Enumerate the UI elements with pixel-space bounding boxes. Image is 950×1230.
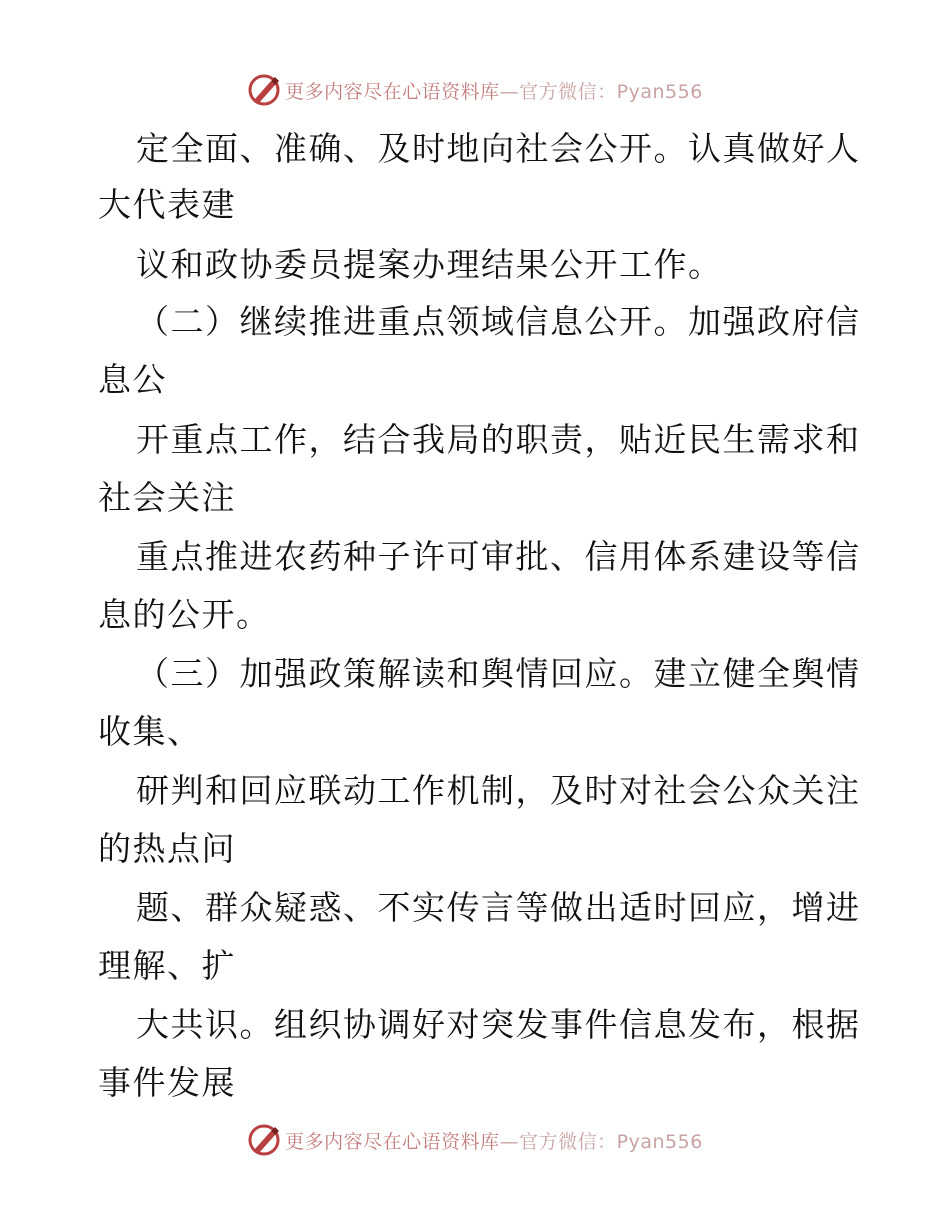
text-line: 大共识。组织协调好对突发事件信息发布，根据	[136, 1005, 861, 1044]
text-line: 重点推进农药种子许可审批、信用体系建设等信	[136, 537, 861, 576]
pen-logo-icon	[247, 1123, 281, 1157]
text-line: （三）加强政策解读和舆情回应。建立健全舆情	[136, 654, 861, 693]
text-line: 社会关注	[98, 478, 236, 517]
text-line: 大代表建	[98, 185, 236, 224]
text-line: 收集、	[98, 712, 202, 751]
pen-logo-icon	[247, 73, 281, 107]
text-line: （二）继续推进重点领域信息公开。加强政府信	[136, 302, 861, 341]
text-line: 题、群众疑惑、不实传言等做出适时回应，增进	[136, 888, 861, 927]
text-line: 理解、扩	[98, 946, 236, 985]
footer-watermark-text: 更多内容尽在心语资料库—官方微信：Pyan556	[285, 1130, 703, 1153]
text-line: 定全面、准确、及时地向社会公开。认真做好人	[136, 129, 861, 168]
text-line: 开重点工作，结合我局的职责，贴近民生需求和	[136, 420, 861, 459]
footer-watermark	[0, 1120, 950, 1160]
text-line: 议和政协委员提案办理结果公开工作。	[136, 245, 723, 284]
text-line: 事件发展	[98, 1063, 236, 1102]
text-line: 研判和回应联动工作机制，及时对社会公众关注	[136, 771, 861, 810]
header-watermark-text: 更多内容尽在心语资料库—官方微信：Pyan556	[285, 80, 703, 103]
text-line: 息的公开。	[98, 595, 271, 634]
text-line: 的热点问	[98, 829, 236, 868]
text-line: 息公	[98, 360, 167, 399]
header-watermark	[0, 70, 950, 110]
